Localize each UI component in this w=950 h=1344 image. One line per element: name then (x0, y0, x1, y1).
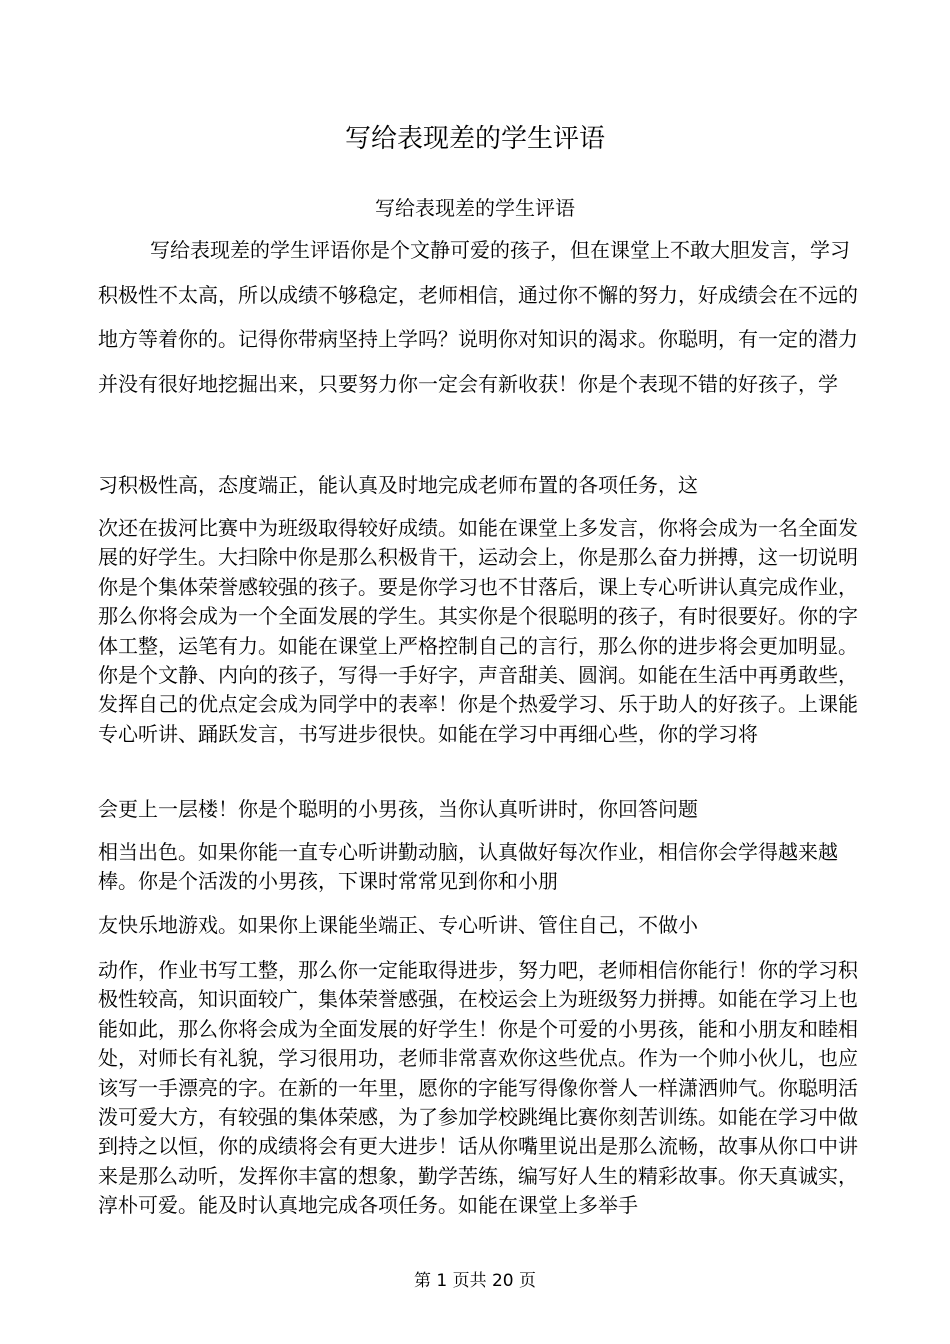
paragraph-5: 相当出色。如果你能一直专心听讲勤动脑，认真做好每次作业，相信你会学得越来越棒。你是个活泼的小男孩，下课时常常见到你和小朋 (98, 840, 838, 894)
document-title: 写给表现差的学生评语 (344, 124, 605, 154)
document-subtitle: 写给表现差的学生评语 (375, 196, 575, 220)
paragraph-1: 写给表现差的学生评语你是个文静可爱的孩子，但在课堂上不敢大胆发言，学习积极性不太高，所以成绩不够稳定，老师相信，通过你不懈的努力，好成绩会在不远的地方等着你的。记得你带病坚持上学吗？说明你对知识的渴求。你聪明，有一定的潜力并没有很好地挖掘出来，只要努力你一定会有新收获！你是个表现不错的好孩子，学 (98, 238, 858, 396)
paragraph-2: 习积极性高，态度端正，能认真及时地完成老师布置的各项任务，这 (98, 473, 698, 497)
paragraph-6: 友快乐地游戏。如果你上课能坐端正、专心听讲、管住自己，不做小 (98, 913, 698, 937)
page-number: 第 1 页共 20 页 (413, 1271, 537, 1291)
paragraph-4: 会更上一层楼！你是个聪明的小男孩，当你认真听讲时，你回答问题 (98, 797, 698, 821)
paragraph-3: 次还在拔河比赛中为班级取得较好成绩。如能在课堂上多发言，你将会成为一名全面发展的好学生。大扫除中你是那么积极肯干，运动会上，你是那么奋力拼搏，这一切说明你是个集体荣誉感较强的孩子。要是你学习也不甘落后，课上专心听讲认真完成作业，那么你将会成为一个全面发展的学生。其实你是个很聪明的孩子，有时很要好。你的字体工整，运笔有力。如能在课堂上严格控制自己的言行，那么你的进步将会更加明显。你是个文静、内向的孩子，写得一手好字，声音甜美、圆润。如能在生活中再勇敢些，发挥自己的优点定会成为同学中的表率！你是个热爱学习、乐于助人的好孩子。上课能专心听讲、踊跃发言，书写进步很快。如能在学习中再细心些，你的学习将 (98, 516, 858, 746)
paragraph-7: 动作，作业书写工整，那么你一定能取得进步，努力吧，老师相信你能行！你的学习积极性较高，知识面较广，集体荣誉感强，在校运会上为班级努力拼搏。如能在学习上也能如此，那么你将会成为全面发展的好学生！你是个可爱的小男孩，能和小朋友和睦相处，对师长有礼貌，学习很用功，老师非常喜欢你这些优点。作为一个帅小伙儿，也应该写一手漂亮的字。在新的一年里，愿你的字能写得像你誉人一样潇洒帅气。你聪明活泼可爱大方，有较强的集体荣感，为了参加学校跳绳比赛你刻苦训练。如能在学习中做到持之以恒，你的成绩将会有更大进步！话从你嘴里说出是那么流畅，故事从你口中讲来是那么动听，发挥你丰富的想象，勤学苦练，编写好人生的精彩故事。你天真诚实，淳朴可爱。能及时认真地完成各项任务。如能在课堂上多举手 (98, 958, 858, 1218)
